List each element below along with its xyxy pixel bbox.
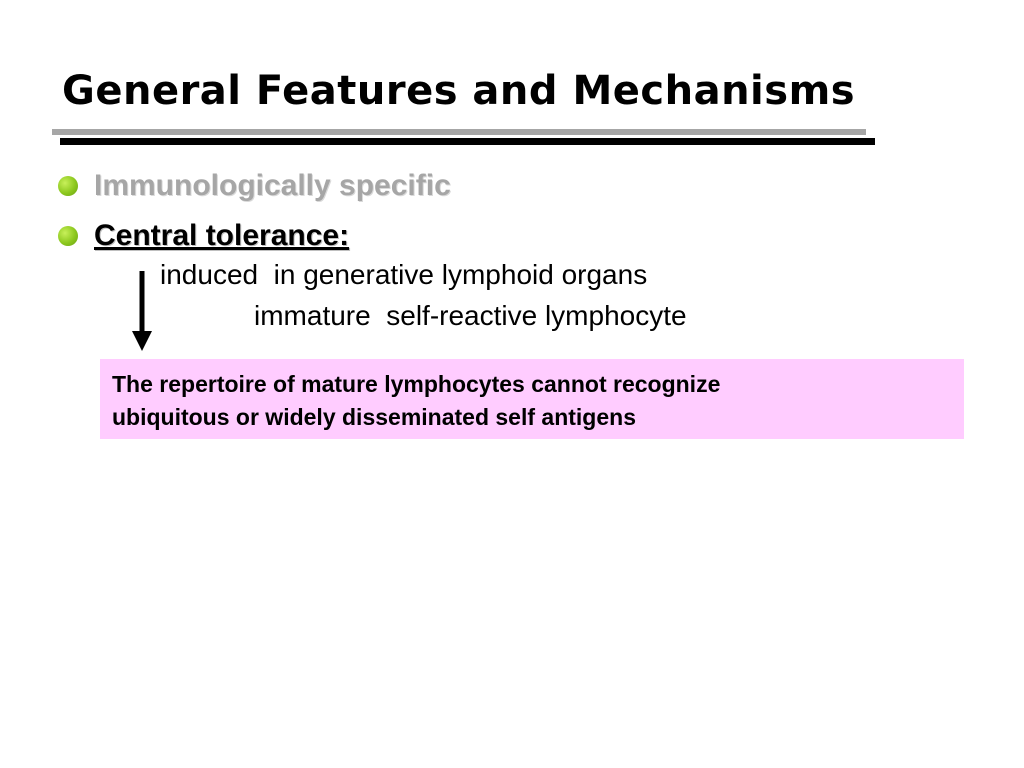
bullet-item-central-tolerance [58, 219, 349, 253]
callout-line: ubiquitous or widely disseminated self antigens [112, 404, 636, 430]
bullet-label: Central tolerance: [94, 219, 350, 252]
slide-title: General Features and Mechanisms [62, 68, 856, 114]
green-circle-bullet-icon [58, 176, 78, 196]
callout-text [112, 368, 952, 434]
callout-box [100, 359, 964, 439]
sub-point-induced: induced in generative lymphoid organs [160, 259, 648, 290]
title-underline [60, 138, 875, 145]
bullet-label: Immunologically specific [94, 169, 451, 202]
title-underline-shadow [52, 129, 866, 135]
green-circle-bullet-icon [58, 226, 78, 246]
callout-line: The repertoire of mature lymphocytes cannot recognize [112, 371, 721, 397]
sub-point-immature: immature self-reactive lymphocyte [254, 300, 687, 331]
down-arrow-icon [130, 271, 154, 353]
bullet-item-immunologically-specific [58, 169, 451, 203]
